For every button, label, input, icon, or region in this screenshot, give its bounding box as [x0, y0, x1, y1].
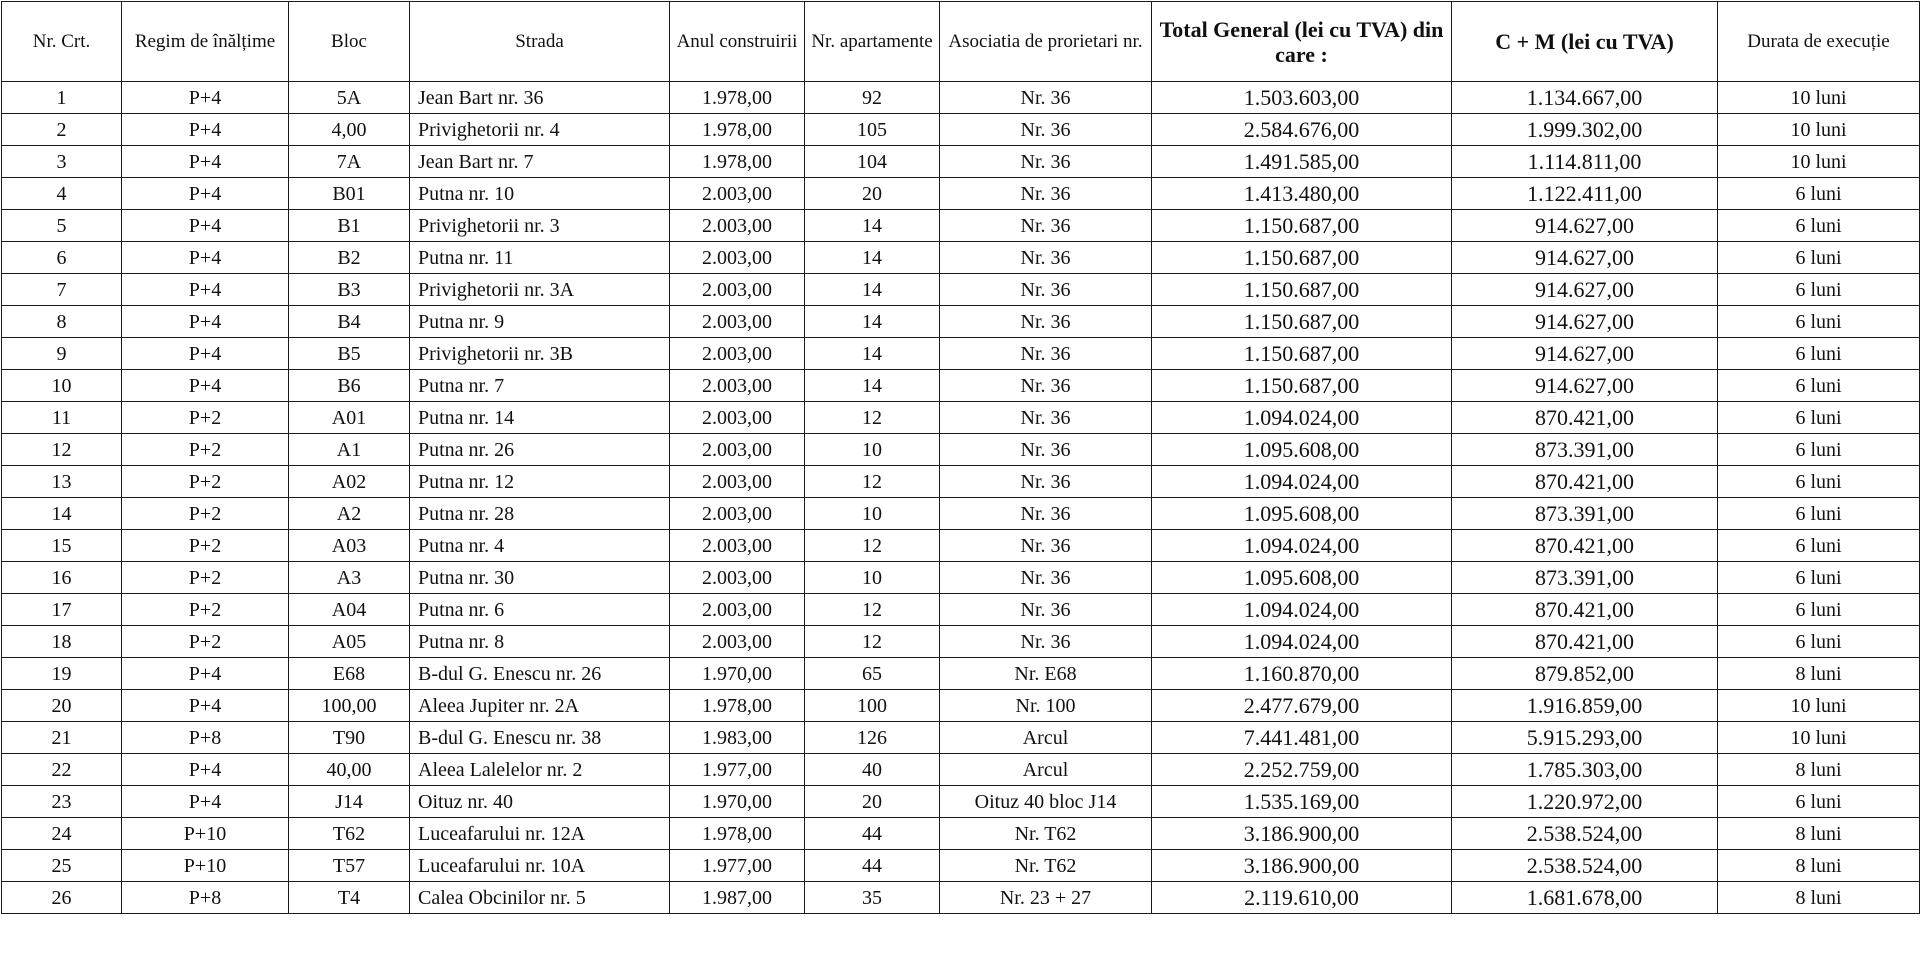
regim-cell: P+2 — [122, 594, 289, 626]
regim-cell: P+4 — [122, 370, 289, 402]
anul-cell: 1.978,00 — [670, 146, 805, 178]
durata-cell: 6 luni — [1718, 594, 1920, 626]
strada-cell: Putna nr. 11 — [410, 242, 670, 274]
table-row — [2, 370, 1920, 402]
strada-cell: Putna nr. 12 — [410, 466, 670, 498]
anul-cell: 2.003,00 — [670, 210, 805, 242]
asociatia-cell: Nr. T62 — [940, 850, 1152, 882]
table-row — [2, 306, 1920, 338]
regim-cell: P+2 — [122, 434, 289, 466]
bloc-cell: A04 — [289, 594, 410, 626]
asociatia-cell: Nr. 36 — [940, 210, 1152, 242]
total-general-cell: 1.535.169,00 — [1152, 786, 1452, 818]
table-row — [2, 242, 1920, 274]
regim-cell: P+10 — [122, 818, 289, 850]
strada-cell: Privighetorii nr. 3A — [410, 274, 670, 306]
apartamente-cell: 104 — [805, 146, 940, 178]
durata-cell: 6 luni — [1718, 402, 1920, 434]
asociatia-cell: Arcul — [940, 754, 1152, 786]
c-m-cell: 870.421,00 — [1452, 530, 1718, 562]
anul-cell: 2.003,00 — [670, 498, 805, 530]
asociatia-cell: Nr. 36 — [940, 338, 1152, 370]
regim-cell: P+4 — [122, 754, 289, 786]
regim-cell: P+4 — [122, 146, 289, 178]
asociatia-cell: Nr. 36 — [940, 306, 1152, 338]
apartamente-cell: 14 — [805, 274, 940, 306]
c-m-cell: 5.915.293,00 — [1452, 722, 1718, 754]
table-row — [2, 210, 1920, 242]
strada-cell: Putna nr. 4 — [410, 530, 670, 562]
apartamente-cell: 14 — [805, 242, 940, 274]
asociatia-cell: Nr. 100 — [940, 690, 1152, 722]
c-m-cell: 914.627,00 — [1452, 370, 1718, 402]
durata-cell: 8 luni — [1718, 818, 1920, 850]
header-durata-executie: Durata de execuție — [1718, 2, 1920, 82]
asociatia-cell: Nr. 36 — [940, 434, 1152, 466]
total-general-cell: 3.186.900,00 — [1152, 818, 1452, 850]
table-row — [2, 786, 1920, 818]
regim-cell: P+8 — [122, 722, 289, 754]
bloc-cell: 7A — [289, 146, 410, 178]
durata-cell: 6 luni — [1718, 562, 1920, 594]
durata-cell: 6 luni — [1718, 498, 1920, 530]
bloc-cell: T57 — [289, 850, 410, 882]
regim-cell: P+8 — [122, 882, 289, 914]
c-m-cell: 914.627,00 — [1452, 242, 1718, 274]
table-row — [2, 850, 1920, 882]
anul-cell: 2.003,00 — [670, 466, 805, 498]
c-m-cell: 870.421,00 — [1452, 594, 1718, 626]
table-row — [2, 466, 1920, 498]
apartamente-cell: 12 — [805, 626, 940, 658]
nr-crt-cell: 4 — [2, 178, 122, 210]
regim-cell: P+4 — [122, 82, 289, 114]
bloc-cell: E68 — [289, 658, 410, 690]
anul-cell: 2.003,00 — [670, 338, 805, 370]
regim-cell: P+4 — [122, 306, 289, 338]
bloc-cell: B3 — [289, 274, 410, 306]
apartamente-cell: 105 — [805, 114, 940, 146]
table-row — [2, 658, 1920, 690]
total-general-cell: 1.150.687,00 — [1152, 274, 1452, 306]
anul-cell: 1.970,00 — [670, 786, 805, 818]
strada-cell: B-dul G. Enescu nr. 26 — [410, 658, 670, 690]
durata-cell: 10 luni — [1718, 146, 1920, 178]
durata-cell: 6 luni — [1718, 306, 1920, 338]
header-regim-inaltime: Regim de înălțime — [122, 2, 289, 82]
nr-crt-cell: 14 — [2, 498, 122, 530]
header-nr-crt: Nr. Crt. — [2, 2, 122, 82]
table-row — [2, 882, 1920, 914]
asociatia-cell: Arcul — [940, 722, 1152, 754]
regim-cell: P+4 — [122, 178, 289, 210]
strada-cell: Putna nr. 30 — [410, 562, 670, 594]
asociatia-cell: Nr. 23 + 27 — [940, 882, 1152, 914]
nr-crt-cell: 21 — [2, 722, 122, 754]
bloc-cell: A02 — [289, 466, 410, 498]
nr-crt-cell: 7 — [2, 274, 122, 306]
durata-cell: 6 luni — [1718, 338, 1920, 370]
nr-crt-cell: 20 — [2, 690, 122, 722]
nr-crt-cell: 1 — [2, 82, 122, 114]
total-general-cell: 1.503.603,00 — [1152, 82, 1452, 114]
bloc-cell: A05 — [289, 626, 410, 658]
nr-crt-cell: 11 — [2, 402, 122, 434]
apartamente-cell: 14 — [805, 338, 940, 370]
asociatia-cell: Nr. 36 — [940, 498, 1152, 530]
apartamente-cell: 126 — [805, 722, 940, 754]
total-general-cell: 1.094.024,00 — [1152, 626, 1452, 658]
strada-cell: Putna nr. 6 — [410, 594, 670, 626]
total-general-cell: 3.186.900,00 — [1152, 850, 1452, 882]
apartamente-cell: 12 — [805, 402, 940, 434]
header-strada: Strada — [410, 2, 670, 82]
strada-cell: Oituz nr. 40 — [410, 786, 670, 818]
bloc-cell: 40,00 — [289, 754, 410, 786]
anul-cell: 1.978,00 — [670, 114, 805, 146]
table-row — [2, 530, 1920, 562]
strada-cell: B-dul G. Enescu nr. 38 — [410, 722, 670, 754]
total-general-cell: 1.150.687,00 — [1152, 370, 1452, 402]
bloc-cell: 4,00 — [289, 114, 410, 146]
apartamente-cell: 14 — [805, 370, 940, 402]
c-m-cell: 1.114.811,00 — [1452, 146, 1718, 178]
durata-cell: 6 luni — [1718, 434, 1920, 466]
bloc-cell: B4 — [289, 306, 410, 338]
strada-cell: Putna nr. 9 — [410, 306, 670, 338]
durata-cell: 8 luni — [1718, 658, 1920, 690]
total-general-cell: 1.094.024,00 — [1152, 594, 1452, 626]
bloc-cell: J14 — [289, 786, 410, 818]
strada-cell: Putna nr. 14 — [410, 402, 670, 434]
c-m-cell: 914.627,00 — [1452, 274, 1718, 306]
strada-cell: Privighetorii nr. 3B — [410, 338, 670, 370]
anul-cell: 2.003,00 — [670, 434, 805, 466]
asociatia-cell: Nr. 36 — [940, 146, 1152, 178]
total-general-cell: 1.094.024,00 — [1152, 530, 1452, 562]
strada-cell: Luceafarului nr. 10A — [410, 850, 670, 882]
nr-crt-cell: 24 — [2, 818, 122, 850]
table-row — [2, 146, 1920, 178]
anul-cell: 1.978,00 — [670, 818, 805, 850]
regim-cell: P+4 — [122, 114, 289, 146]
anul-cell: 1.978,00 — [670, 690, 805, 722]
anul-cell: 2.003,00 — [670, 178, 805, 210]
c-m-cell: 1.785.303,00 — [1452, 754, 1718, 786]
durata-cell: 6 luni — [1718, 466, 1920, 498]
durata-cell: 6 luni — [1718, 626, 1920, 658]
apartamente-cell: 20 — [805, 178, 940, 210]
asociatia-cell: Nr. 36 — [940, 114, 1152, 146]
asociatia-cell: Nr. T62 — [940, 818, 1152, 850]
bloc-cell: B01 — [289, 178, 410, 210]
c-m-cell: 879.852,00 — [1452, 658, 1718, 690]
anul-cell: 1.977,00 — [670, 850, 805, 882]
header-anul-construirii: Anul construirii — [670, 2, 805, 82]
total-general-cell: 1.150.687,00 — [1152, 338, 1452, 370]
table-row — [2, 722, 1920, 754]
c-m-cell: 1.134.667,00 — [1452, 82, 1718, 114]
anul-cell: 2.003,00 — [670, 370, 805, 402]
anul-cell: 1.978,00 — [670, 82, 805, 114]
anul-cell: 1.977,00 — [670, 754, 805, 786]
anul-cell: 2.003,00 — [670, 626, 805, 658]
nr-crt-cell: 22 — [2, 754, 122, 786]
strada-cell: Putna nr. 26 — [410, 434, 670, 466]
bloc-cell: B5 — [289, 338, 410, 370]
asociatia-cell: Oituz 40 bloc J14 — [940, 786, 1152, 818]
nr-crt-cell: 26 — [2, 882, 122, 914]
nr-crt-cell: 19 — [2, 658, 122, 690]
table-row — [2, 114, 1920, 146]
durata-cell: 6 luni — [1718, 274, 1920, 306]
asociatia-cell: Nr. 36 — [940, 466, 1152, 498]
c-m-cell: 914.627,00 — [1452, 306, 1718, 338]
bloc-cell: 100,00 — [289, 690, 410, 722]
c-m-cell: 1.999.302,00 — [1452, 114, 1718, 146]
regim-cell: P+4 — [122, 338, 289, 370]
strada-cell: Putna nr. 10 — [410, 178, 670, 210]
bloc-cell: B6 — [289, 370, 410, 402]
strada-cell: Calea Obcinilor nr. 5 — [410, 882, 670, 914]
c-m-cell: 914.627,00 — [1452, 338, 1718, 370]
nr-crt-cell: 2 — [2, 114, 122, 146]
total-general-cell: 1.491.585,00 — [1152, 146, 1452, 178]
strada-cell: Aleea Jupiter nr. 2A — [410, 690, 670, 722]
c-m-cell: 1.916.859,00 — [1452, 690, 1718, 722]
table-row — [2, 562, 1920, 594]
total-general-cell: 2.119.610,00 — [1152, 882, 1452, 914]
asociatia-cell: Nr. 36 — [940, 402, 1152, 434]
header-bloc: Bloc — [289, 2, 410, 82]
durata-cell: 10 luni — [1718, 722, 1920, 754]
c-m-cell: 1.122.411,00 — [1452, 178, 1718, 210]
anul-cell: 2.003,00 — [670, 530, 805, 562]
nr-crt-cell: 17 — [2, 594, 122, 626]
durata-cell: 6 luni — [1718, 242, 1920, 274]
bloc-cell: T90 — [289, 722, 410, 754]
header-c-m: C + M (lei cu TVA) — [1452, 2, 1718, 82]
apartamente-cell: 20 — [805, 786, 940, 818]
anul-cell: 2.003,00 — [670, 274, 805, 306]
asociatia-cell: Nr. 36 — [940, 626, 1152, 658]
anul-cell: 2.003,00 — [670, 594, 805, 626]
total-general-cell: 1.095.608,00 — [1152, 498, 1452, 530]
table-row — [2, 818, 1920, 850]
asociatia-cell: Nr. 36 — [940, 594, 1152, 626]
total-general-cell: 1.413.480,00 — [1152, 178, 1452, 210]
regim-cell: P+2 — [122, 530, 289, 562]
c-m-cell: 2.538.524,00 — [1452, 850, 1718, 882]
table-body — [2, 82, 1920, 914]
total-general-cell: 1.150.687,00 — [1152, 306, 1452, 338]
nr-crt-cell: 23 — [2, 786, 122, 818]
strada-cell: Putna nr. 7 — [410, 370, 670, 402]
durata-cell: 8 luni — [1718, 754, 1920, 786]
strada-cell: Putna nr. 28 — [410, 498, 670, 530]
table-row — [2, 338, 1920, 370]
durata-cell: 6 luni — [1718, 370, 1920, 402]
anul-cell: 1.987,00 — [670, 882, 805, 914]
header-asociatia: Asociatia de prorietari nr. — [940, 2, 1152, 82]
regim-cell: P+2 — [122, 466, 289, 498]
apartamente-cell: 10 — [805, 498, 940, 530]
nr-crt-cell: 18 — [2, 626, 122, 658]
total-general-cell: 1.095.608,00 — [1152, 562, 1452, 594]
apartamente-cell: 14 — [805, 210, 940, 242]
regim-cell: P+4 — [122, 690, 289, 722]
regim-cell: P+10 — [122, 850, 289, 882]
blocks-table — [1, 1, 1920, 914]
anul-cell: 2.003,00 — [670, 306, 805, 338]
apartamente-cell: 10 — [805, 434, 940, 466]
anul-cell: 1.970,00 — [670, 658, 805, 690]
durata-cell: 6 luni — [1718, 530, 1920, 562]
table-row — [2, 594, 1920, 626]
c-m-cell: 1.681.678,00 — [1452, 882, 1718, 914]
asociatia-cell: Nr. 36 — [940, 242, 1152, 274]
regim-cell: P+2 — [122, 562, 289, 594]
asociatia-cell: Nr. E68 — [940, 658, 1152, 690]
table-row — [2, 178, 1920, 210]
header-nr-apartamente: Nr. apartamente — [805, 2, 940, 82]
regim-cell: P+4 — [122, 786, 289, 818]
strada-cell: Jean Bart nr. 7 — [410, 146, 670, 178]
anul-cell: 1.983,00 — [670, 722, 805, 754]
apartamente-cell: 44 — [805, 850, 940, 882]
asociatia-cell: Nr. 36 — [940, 370, 1152, 402]
apartamente-cell: 65 — [805, 658, 940, 690]
apartamente-cell: 35 — [805, 882, 940, 914]
nr-crt-cell: 3 — [2, 146, 122, 178]
nr-crt-cell: 8 — [2, 306, 122, 338]
regim-cell: P+4 — [122, 210, 289, 242]
c-m-cell: 870.421,00 — [1452, 402, 1718, 434]
total-general-cell: 1.150.687,00 — [1152, 242, 1452, 274]
c-m-cell: 873.391,00 — [1452, 434, 1718, 466]
regim-cell: P+4 — [122, 242, 289, 274]
table-row — [2, 754, 1920, 786]
total-general-cell: 2.252.759,00 — [1152, 754, 1452, 786]
anul-cell: 2.003,00 — [670, 402, 805, 434]
regim-cell: P+2 — [122, 498, 289, 530]
anul-cell: 2.003,00 — [670, 242, 805, 274]
durata-cell: 10 luni — [1718, 82, 1920, 114]
apartamente-cell: 100 — [805, 690, 940, 722]
bloc-cell: B1 — [289, 210, 410, 242]
durata-cell: 8 luni — [1718, 882, 1920, 914]
table-row — [2, 498, 1920, 530]
strada-cell: Aleea Lalelelor nr. 2 — [410, 754, 670, 786]
bloc-cell: 5A — [289, 82, 410, 114]
bloc-cell: T4 — [289, 882, 410, 914]
nr-crt-cell: 6 — [2, 242, 122, 274]
asociatia-cell: Nr. 36 — [940, 82, 1152, 114]
c-m-cell: 873.391,00 — [1452, 498, 1718, 530]
durata-cell: 10 luni — [1718, 690, 1920, 722]
nr-crt-cell: 10 — [2, 370, 122, 402]
table-row — [2, 690, 1920, 722]
c-m-cell: 873.391,00 — [1452, 562, 1718, 594]
regim-cell: P+4 — [122, 274, 289, 306]
header-total-general: Total General (lei cu TVA) din care : — [1152, 2, 1452, 82]
asociatia-cell: Nr. 36 — [940, 530, 1152, 562]
durata-cell: 6 luni — [1718, 178, 1920, 210]
c-m-cell: 870.421,00 — [1452, 626, 1718, 658]
nr-crt-cell: 9 — [2, 338, 122, 370]
bloc-cell: A2 — [289, 498, 410, 530]
regim-cell: P+2 — [122, 626, 289, 658]
total-general-cell: 2.584.676,00 — [1152, 114, 1452, 146]
bloc-cell: A03 — [289, 530, 410, 562]
nr-crt-cell: 5 — [2, 210, 122, 242]
total-general-cell: 1.095.608,00 — [1152, 434, 1452, 466]
apartamente-cell: 12 — [805, 530, 940, 562]
c-m-cell: 914.627,00 — [1452, 210, 1718, 242]
strada-cell: Privighetorii nr. 4 — [410, 114, 670, 146]
bloc-cell: B2 — [289, 242, 410, 274]
table-row — [2, 402, 1920, 434]
apartamente-cell: 40 — [805, 754, 940, 786]
asociatia-cell: Nr. 36 — [940, 562, 1152, 594]
bloc-cell: A1 — [289, 434, 410, 466]
anul-cell: 2.003,00 — [670, 562, 805, 594]
strada-cell: Jean Bart nr. 36 — [410, 82, 670, 114]
strada-cell: Luceafarului nr. 12A — [410, 818, 670, 850]
nr-crt-cell: 12 — [2, 434, 122, 466]
table-row — [2, 82, 1920, 114]
apartamente-cell: 44 — [805, 818, 940, 850]
apartamente-cell: 12 — [805, 466, 940, 498]
apartamente-cell: 14 — [805, 306, 940, 338]
durata-cell: 8 luni — [1718, 850, 1920, 882]
durata-cell: 10 luni — [1718, 114, 1920, 146]
bloc-cell: T62 — [289, 818, 410, 850]
strada-cell: Putna nr. 8 — [410, 626, 670, 658]
asociatia-cell: Nr. 36 — [940, 178, 1152, 210]
strada-cell: Privighetorii nr. 3 — [410, 210, 670, 242]
bloc-cell: A01 — [289, 402, 410, 434]
durata-cell: 6 luni — [1718, 786, 1920, 818]
table-row — [2, 274, 1920, 306]
asociatia-cell: Nr. 36 — [940, 274, 1152, 306]
header-row — [2, 2, 1920, 82]
apartamente-cell: 92 — [805, 82, 940, 114]
total-general-cell: 1.150.687,00 — [1152, 210, 1452, 242]
nr-crt-cell: 13 — [2, 466, 122, 498]
total-general-cell: 1.094.024,00 — [1152, 402, 1452, 434]
total-general-cell: 1.160.870,00 — [1152, 658, 1452, 690]
durata-cell: 6 luni — [1718, 210, 1920, 242]
table-row — [2, 626, 1920, 658]
nr-crt-cell: 15 — [2, 530, 122, 562]
c-m-cell: 1.220.972,00 — [1452, 786, 1718, 818]
regim-cell: P+2 — [122, 402, 289, 434]
nr-crt-cell: 16 — [2, 562, 122, 594]
apartamente-cell: 12 — [805, 594, 940, 626]
c-m-cell: 2.538.524,00 — [1452, 818, 1718, 850]
apartamente-cell: 10 — [805, 562, 940, 594]
table-row — [2, 434, 1920, 466]
c-m-cell: 870.421,00 — [1452, 466, 1718, 498]
total-general-cell: 1.094.024,00 — [1152, 466, 1452, 498]
nr-crt-cell: 25 — [2, 850, 122, 882]
bloc-cell: A3 — [289, 562, 410, 594]
total-general-cell: 2.477.679,00 — [1152, 690, 1452, 722]
total-general-cell: 7.441.481,00 — [1152, 722, 1452, 754]
regim-cell: P+4 — [122, 658, 289, 690]
